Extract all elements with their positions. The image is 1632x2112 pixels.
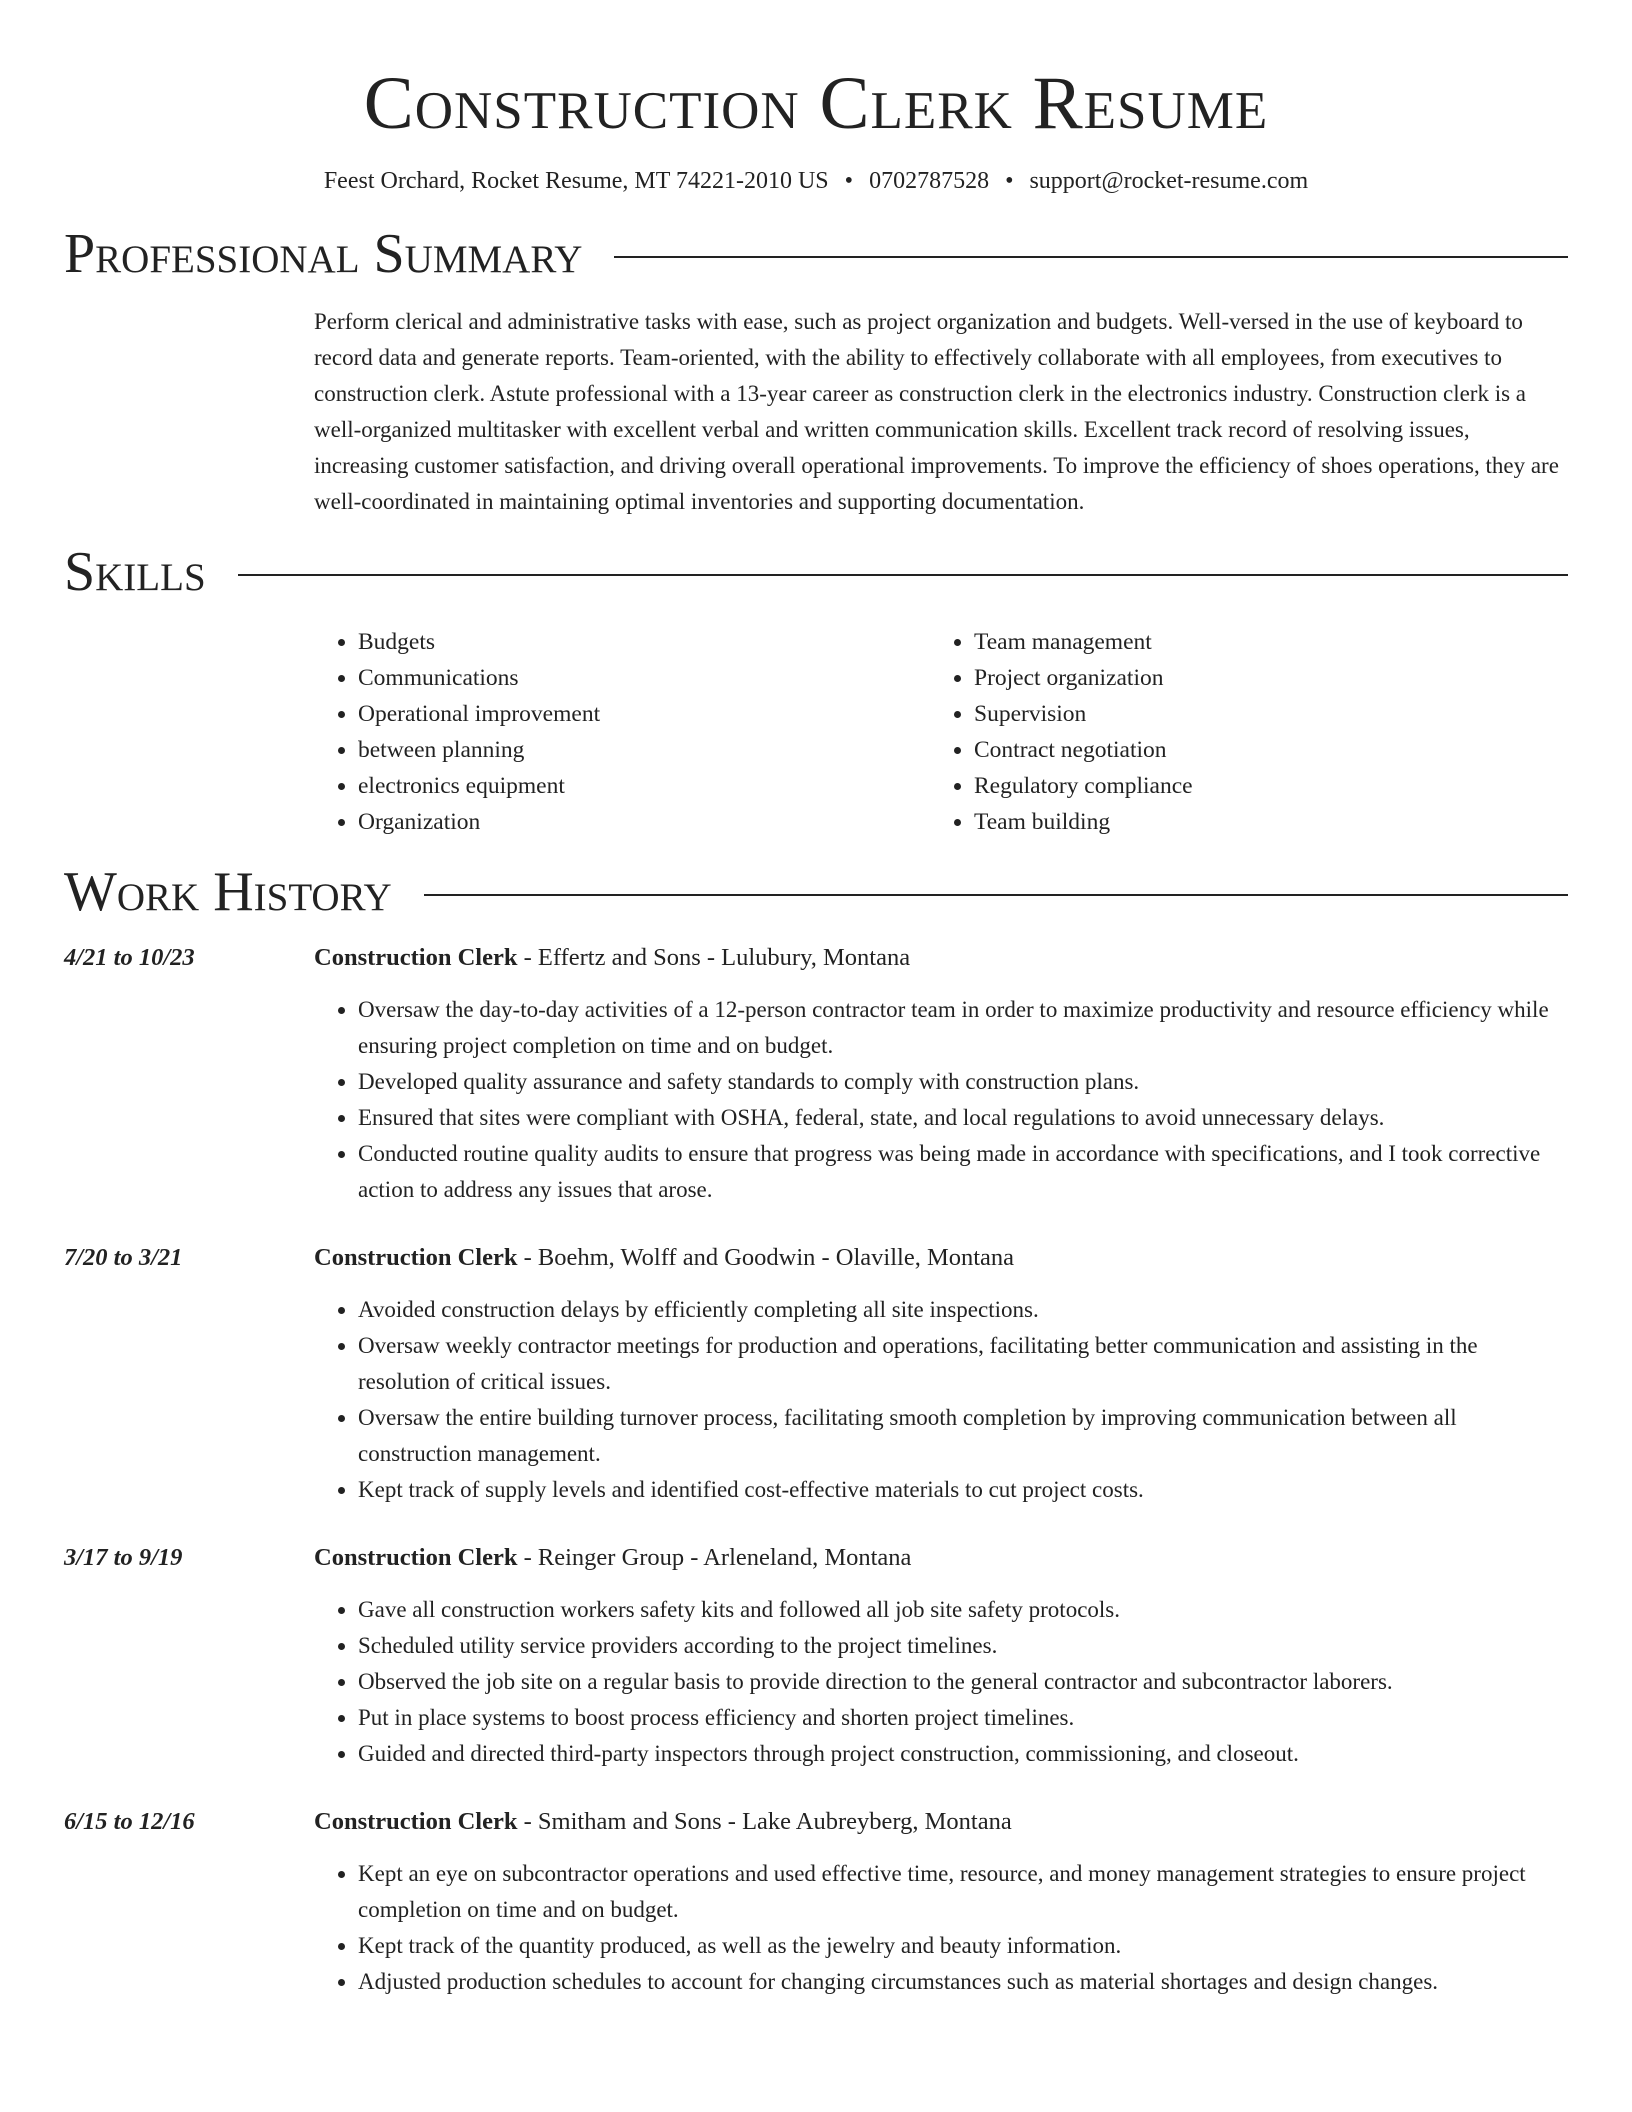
skills-heading-text: Skills	[64, 541, 206, 603]
job-bullet: • Kept an eye on subcontractor operations and used effective time, resource, and money management strategies to ensure project completion on time and on budget.	[358, 1856, 1568, 1928]
job-employer-location: - Smitham and Sons - Lake Aubreyberg, Montana	[517, 1808, 1012, 1835]
job-bullet: • Oversaw the entire building turnover process, facilitating smooth completion by improving communication between all construction management.	[358, 1400, 1568, 1472]
job-dates: 6/15 to 12/16	[64, 1808, 195, 1835]
skill-item: • electronics equipment	[358, 768, 930, 804]
skill-item: • Budgets	[358, 624, 930, 660]
resume-title: Construction Clerk Resume	[363, 62, 1269, 145]
job-entry	[64, 1540, 1568, 1772]
skill-item: • Communications	[358, 660, 930, 696]
skills-section-heading	[64, 540, 1568, 604]
skill-item: • Project organization	[974, 660, 1546, 696]
contact-phone: 0702787528	[869, 168, 990, 194]
job-heading	[314, 1540, 911, 1576]
skill-item: • Contract negotiation	[974, 732, 1546, 768]
job-bullet: • Kept track of the quantity produced, as well as the jewelry and beauty information.	[358, 1928, 1568, 1964]
job-bullet: • Adjusted production schedules to account for changing circumstances such as material shortages and design changes.	[358, 1964, 1568, 2000]
skills-column-right	[930, 624, 1546, 840]
summary-heading-text: Professional Summary	[64, 223, 583, 285]
job-responsibilities	[314, 1292, 1568, 1508]
job-dates: 4/21 to 10/23	[64, 944, 195, 971]
skill-item: • Operational improvement	[358, 696, 930, 732]
skill-item: • Regulatory compliance	[974, 768, 1546, 804]
job-responsibilities	[314, 1856, 1568, 2000]
contact-separator: •	[844, 168, 854, 194]
job-header	[64, 1540, 1568, 1576]
job-header	[64, 940, 1568, 976]
contact-info	[64, 164, 1568, 198]
job-title: Construction Clerk	[314, 1244, 518, 1271]
job-bullet: • Kept track of supply levels and identified cost-effective materials to cut project costs.	[358, 1472, 1568, 1508]
summary-section-heading	[64, 222, 1568, 286]
skill-item: • Team building	[974, 804, 1546, 840]
job-header	[64, 1804, 1568, 1840]
contact-address: Feest Orchard, Rocket Resume, MT 74221-2010 US	[323, 168, 829, 194]
job-bullet: • Developed quality assurance and safety standards to comply with construction plans.	[358, 1064, 1568, 1100]
job-bullet: • Gave all construction workers safety kits and followed all job site safety protocols.	[358, 1592, 1568, 1628]
job-heading	[314, 1240, 1014, 1276]
section-divider	[614, 256, 1568, 258]
job-employer-location: - Boehm, Wolff and Goodwin - Olaville, Montana	[517, 1244, 1015, 1271]
job-employer-location: - Reinger Group - Arleneland, Montana	[517, 1544, 912, 1571]
job-entry	[64, 940, 1568, 1208]
job-header	[64, 1240, 1568, 1276]
job-title: Construction Clerk	[314, 1808, 518, 1835]
contact-separator: •	[1005, 168, 1014, 194]
job-title: Construction Clerk	[314, 944, 518, 971]
job-responsibilities	[314, 1592, 1568, 1772]
contact-email: support@rocket-resume.com	[1029, 168, 1309, 194]
job-heading	[314, 1804, 1012, 1840]
skill-item: • Supervision	[974, 696, 1546, 732]
job-responsibilities	[314, 992, 1568, 1208]
job-dates: 3/17 to 9/19	[64, 1544, 183, 1571]
job-dates: 7/20 to 3/21	[64, 1244, 183, 1271]
skills-column-left	[314, 624, 930, 840]
job-bullet: • Avoided construction delays by efficiently completing all site inspections.	[358, 1292, 1568, 1328]
skill-item: • between planning	[358, 732, 930, 768]
summary-text: Perform clerical and administrative tasks with ease, such as project organization and budgets. Well-versed in the use of keyboard to record data and generate reports. Team-oriented, with the ability to effectively collaborate with all employees, from executives to construction clerk. Astute professional with a 13-year career as construction clerk in the electronics industry. Construction clerk is a well-organized multitasker with excellent verbal and written communication skills. Excellent track record of resolving issues, increasing customer satisfaction, and driving overall operational improvements. To improve the efficiency of shoes operations, they are well-coordinated in maintaining optimal inventories and supporting documentation.	[314, 309, 1559, 514]
job-title: Construction Clerk	[314, 1544, 518, 1571]
work-history-section-heading	[64, 860, 1568, 924]
job-bullet: • Oversaw the day-to-day activities of a 12-person contractor team in order to maximize productivity and resource efficiency while ensuring project completion on time and on budget.	[358, 992, 1568, 1064]
job-bullet: • Scheduled utility service providers according to the project timelines.	[358, 1628, 1568, 1664]
job-bullet: • Oversaw weekly contractor meetings for production and operations, facilitating better communication and assisting in the resolution of critical issues.	[358, 1328, 1568, 1400]
job-bullet: • Observed the job site on a regular basis to provide direction to the general contractor and subcontractor laborers.	[358, 1664, 1568, 1700]
work-history-heading-text: Work History	[64, 861, 392, 923]
job-bullet: • Ensured that sites were compliant with OSHA, federal, state, and local regulations to avoid unnecessary delays.	[358, 1100, 1568, 1136]
job-bullet: • Guided and directed third-party inspectors through project construction, commissioning, and closeout.	[358, 1736, 1568, 1772]
skills-list	[314, 624, 1568, 840]
job-employer-location: - Effertz and Sons - Lulubury, Montana	[517, 944, 911, 971]
section-divider	[424, 894, 1568, 896]
job-entry	[64, 1804, 1568, 2000]
job-entry	[64, 1240, 1568, 1508]
section-divider	[238, 574, 1568, 576]
skill-item: • Organization	[358, 804, 930, 840]
job-heading	[314, 940, 910, 976]
job-bullet: • Put in place systems to boost process efficiency and shorten project timelines.	[358, 1700, 1568, 1736]
job-bullet: • Conducted routine quality audits to ensure that progress was being made in accordance with specifications, and I took corrective action to address any issues that arose.	[358, 1136, 1568, 1208]
skill-item: • Team management	[974, 624, 1546, 660]
